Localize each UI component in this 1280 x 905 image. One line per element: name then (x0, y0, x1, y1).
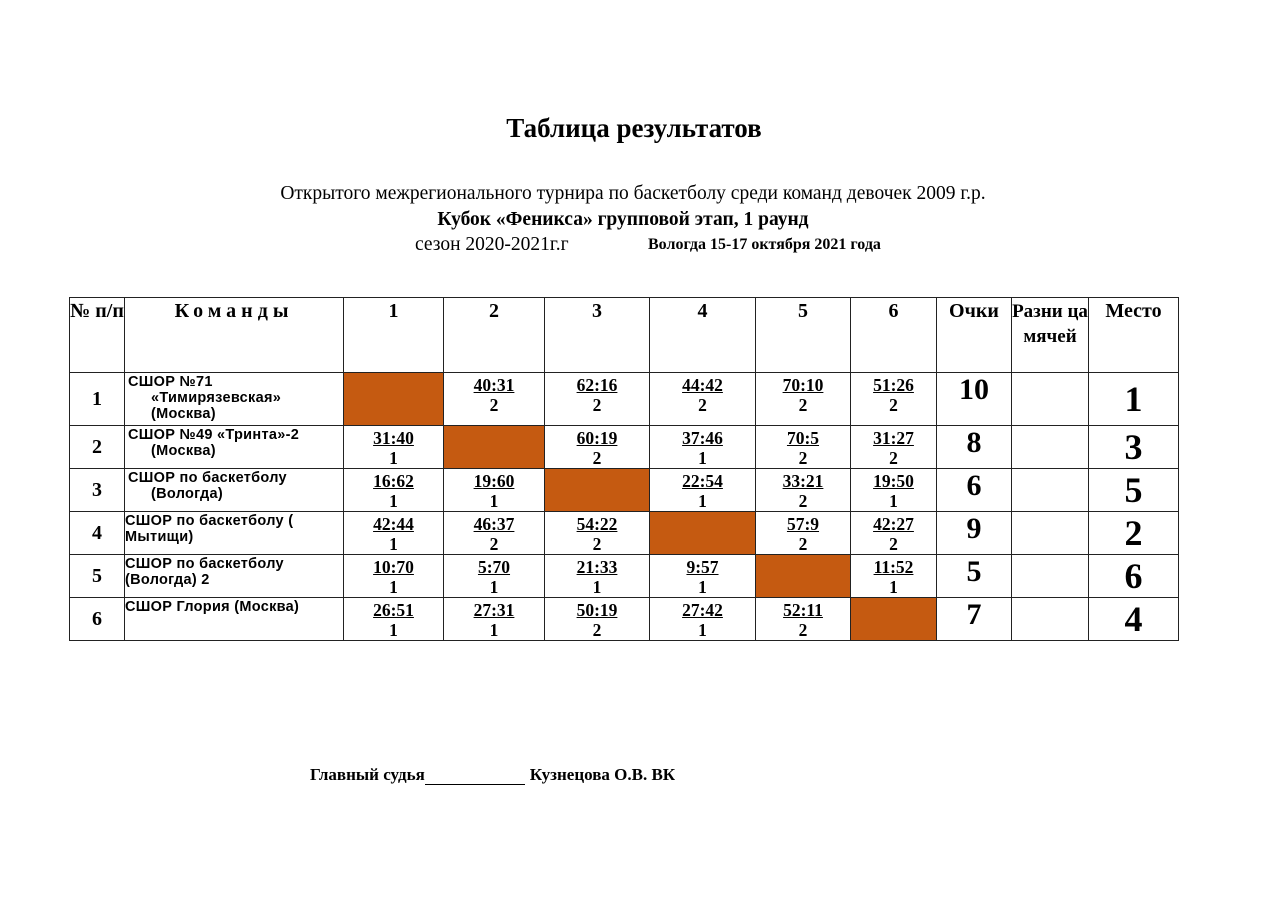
final-place: 5 (1089, 469, 1179, 512)
match-points: 2 (798, 395, 808, 415)
header-col-5: 5 (756, 298, 851, 373)
header-place: Место (1089, 298, 1179, 373)
ball-difference (1012, 426, 1089, 469)
total-points: 6 (937, 469, 1012, 512)
page-title: Таблица результатов (506, 113, 762, 143)
match-score: 16:62 (373, 471, 414, 491)
match-cell (851, 555, 937, 598)
match-points: 2 (592, 620, 602, 640)
header-number: № п/п (70, 298, 125, 373)
match-score: 21:33 (576, 557, 618, 577)
match-score: 54:22 (576, 514, 618, 534)
match-cell (756, 598, 851, 641)
total-points: 10 (937, 373, 1012, 426)
match-score: 11:52 (873, 557, 914, 577)
final-place: 3 (1089, 426, 1179, 469)
match-points: 1 (389, 534, 398, 554)
match-cell (344, 469, 444, 512)
total-points: 8 (937, 426, 1012, 469)
season-label: сезон 2020-2021г.г (415, 234, 569, 255)
team-name-line: Мытищи) (125, 529, 194, 545)
match-cell (756, 469, 851, 512)
team-name-line: «Тимирязевская» (151, 390, 282, 406)
match-points: 2 (889, 448, 898, 468)
match-points: 1 (489, 620, 499, 640)
table-row (70, 426, 1179, 469)
match-points: 1 (389, 577, 398, 597)
match-cell (650, 469, 756, 512)
match-score: 27:31 (473, 600, 515, 620)
match-points: 1 (698, 491, 707, 511)
row-number: 6 (70, 598, 125, 641)
match-cell (650, 373, 756, 426)
judge-label: Главный судья (310, 765, 425, 784)
team-name-line: (Вологда) (151, 486, 223, 502)
match-score: 46:37 (473, 514, 515, 534)
match-cell (650, 426, 756, 469)
match-score: 9:57 (686, 557, 719, 577)
match-cell (756, 426, 851, 469)
ball-difference (1012, 598, 1089, 641)
match-cell (344, 512, 444, 555)
match-score: 33:21 (782, 471, 824, 491)
match-points: 2 (798, 534, 808, 554)
table-row (70, 469, 1179, 512)
team-name-line: СШОР №49 «Тринта»-2 (128, 427, 300, 443)
match-points: 1 (698, 448, 707, 468)
match-points: 1 (389, 448, 398, 468)
match-points: 2 (889, 395, 898, 415)
header-teams: Команды (125, 298, 344, 373)
match-score: 62:16 (576, 375, 618, 395)
cup-subtitle: Кубок «Феникса» групповой этап, 1 раунд (437, 209, 809, 230)
match-points: 2 (798, 448, 808, 468)
match-points: 1 (889, 491, 898, 511)
team-name-line: (Москва) (151, 406, 216, 422)
match-score: 42:44 (373, 514, 414, 534)
match-cell (756, 512, 851, 555)
match-points: 1 (389, 620, 398, 640)
header-col-3: 3 (545, 298, 650, 373)
match-cell (851, 426, 937, 469)
diagonal-cell (545, 469, 650, 512)
match-score: 60:19 (576, 428, 618, 448)
team-name-line: СШОР №71 (128, 374, 213, 390)
table-row (70, 598, 1179, 641)
team-name (125, 373, 344, 426)
total-points: 7 (937, 598, 1012, 641)
match-points: 2 (798, 491, 808, 511)
match-cell (545, 426, 650, 469)
match-cell (851, 512, 937, 555)
match-score: 22:54 (682, 471, 723, 491)
results-table (69, 297, 1179, 641)
match-points: 1 (889, 577, 898, 597)
final-place: 2 (1089, 512, 1179, 555)
table-row (70, 555, 1179, 598)
match-score: 44:42 (682, 375, 723, 395)
match-points: 1 (489, 491, 499, 511)
team-name (125, 555, 344, 598)
match-score: 50:19 (576, 600, 618, 620)
match-points: 2 (592, 395, 602, 415)
total-points: 5 (937, 555, 1012, 598)
row-number: 2 (70, 426, 125, 469)
match-cell (545, 555, 650, 598)
match-points: 2 (592, 534, 602, 554)
final-place: 1 (1089, 373, 1179, 426)
team-name-line: СШОР по баскетболу (128, 470, 287, 486)
diagonal-cell (851, 598, 937, 641)
match-points: 2 (489, 395, 499, 415)
match-points: 2 (592, 448, 602, 468)
match-cell (344, 598, 444, 641)
match-score: 57:9 (786, 514, 820, 534)
match-score: 5:70 (477, 557, 511, 577)
table-row (70, 373, 1179, 426)
match-points: 2 (489, 534, 499, 554)
match-cell (444, 373, 545, 426)
ball-difference (1012, 469, 1089, 512)
tournament-subtitle: Открытого межрегионального турнира по баскетболу среди команд девочек 2009 г.р. (280, 183, 986, 204)
match-score: 70:10 (782, 375, 824, 395)
team-name (125, 469, 344, 512)
match-score: 42:27 (873, 514, 914, 534)
match-score: 10:70 (373, 557, 414, 577)
match-score: 40:31 (473, 375, 515, 395)
match-cell (344, 426, 444, 469)
diagonal-cell (344, 373, 444, 426)
match-points: 2 (798, 620, 808, 640)
final-place: 6 (1089, 555, 1179, 598)
team-name-line: (Москва) (151, 443, 216, 459)
match-score: 70:5 (786, 428, 820, 448)
match-cell (344, 555, 444, 598)
match-points: 2 (889, 534, 898, 554)
diagonal-cell (650, 512, 756, 555)
match-cell (444, 598, 545, 641)
header-col-2: 2 (444, 298, 545, 373)
match-cell (851, 469, 937, 512)
header-diff: Разни ца мячей (1012, 298, 1089, 373)
match-cell (545, 373, 650, 426)
team-name-line: СШОР Глория (Москва) (125, 599, 300, 615)
team-name (125, 426, 344, 469)
diagonal-cell (756, 555, 851, 598)
signature-line (425, 768, 525, 785)
row-number: 4 (70, 512, 125, 555)
table-row (70, 512, 1179, 555)
venue-label: Вологда 15-17 октября 2021 года (648, 236, 881, 253)
match-score: 31:40 (373, 428, 414, 448)
match-points: 1 (698, 620, 707, 640)
match-score: 27:42 (682, 600, 723, 620)
match-cell (444, 555, 545, 598)
match-points: 1 (389, 491, 398, 511)
match-points: 2 (698, 395, 707, 415)
match-cell (756, 373, 851, 426)
match-score: 37:46 (682, 428, 723, 448)
judge-signature (310, 765, 675, 785)
header-row (70, 298, 1179, 373)
team-name-line: СШОР по баскетболу ( (125, 513, 294, 529)
row-number: 5 (70, 555, 125, 598)
results-body (70, 373, 1179, 641)
match-points: 1 (698, 577, 707, 597)
ball-difference (1012, 373, 1089, 426)
header-col-1: 1 (344, 298, 444, 373)
match-score: 19:60 (473, 471, 515, 491)
match-cell (650, 555, 756, 598)
ball-difference (1012, 555, 1089, 598)
match-cell (545, 512, 650, 555)
ball-difference (1012, 512, 1089, 555)
team-name-line: СШОР по баскетболу (125, 556, 284, 572)
header-col-6: 6 (851, 298, 937, 373)
match-cell (851, 373, 937, 426)
diagonal-cell (444, 426, 545, 469)
match-score: 26:51 (373, 600, 414, 620)
match-cell (545, 598, 650, 641)
team-name (125, 598, 344, 641)
row-number: 1 (70, 373, 125, 426)
team-name (125, 512, 344, 555)
final-place: 4 (1089, 598, 1179, 641)
row-number: 3 (70, 469, 125, 512)
match-points: 1 (489, 577, 499, 597)
match-score: 31:27 (873, 428, 914, 448)
judge-name: Кузнецова О.В. ВК (529, 765, 676, 784)
match-points: 1 (592, 577, 602, 597)
match-cell (444, 469, 545, 512)
match-cell (650, 598, 756, 641)
header-col-4: 4 (650, 298, 756, 373)
total-points: 9 (937, 512, 1012, 555)
match-cell (444, 512, 545, 555)
match-score: 51:26 (873, 375, 914, 395)
team-name-line: (Вологда) 2 (125, 572, 210, 588)
header-points: Очки (937, 298, 1012, 373)
match-score: 19:50 (873, 471, 914, 491)
match-score: 52:11 (783, 600, 823, 620)
